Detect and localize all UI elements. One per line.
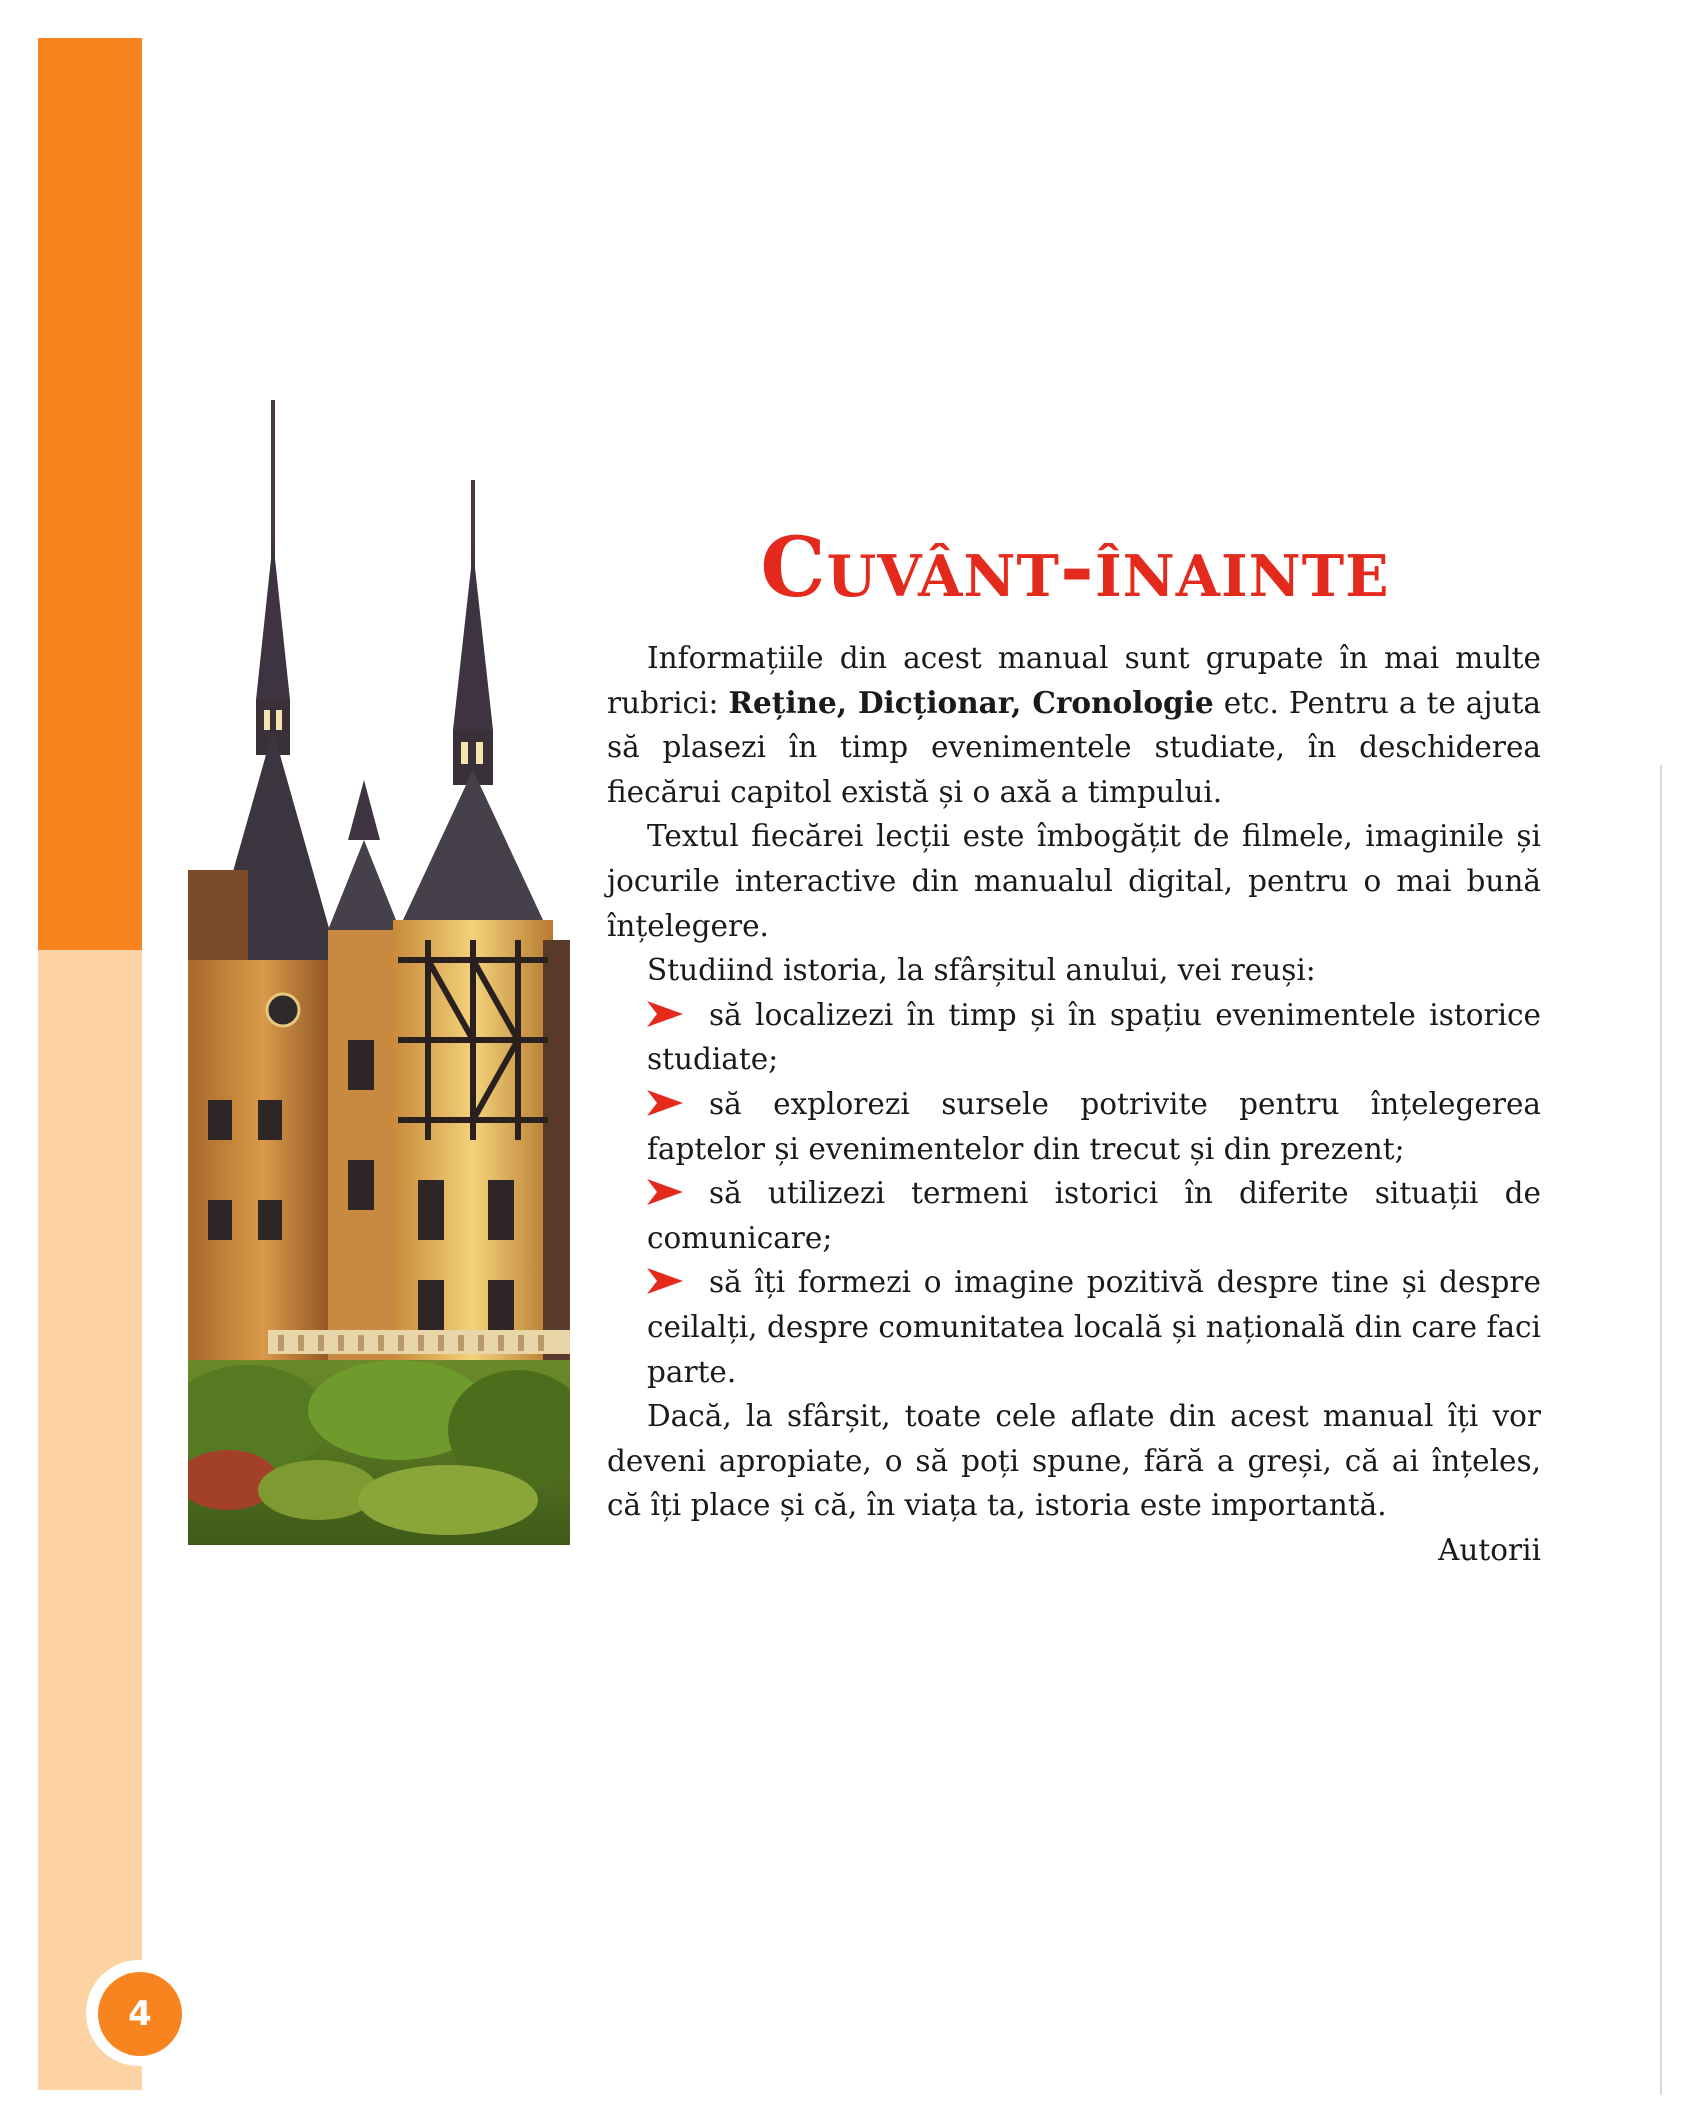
bullet-text: să îți formezi o imagine pozitivă despre tine și despre ceilalți, despre comunitatea locală și națională din care faci parte. bbox=[647, 1265, 1541, 1389]
red-arrow-icon bbox=[647, 1001, 683, 1027]
edge-rule bbox=[1660, 765, 1662, 2095]
body-text bbox=[607, 636, 1541, 1572]
intro-text-end: etc. Pentru a te ajuta să plasezi în timp evenimentele studiate, în deschiderea fiecărui capitol există și o axă a timpului. bbox=[607, 685, 1541, 809]
red-arrow-icon bbox=[647, 1268, 683, 1294]
list-item bbox=[607, 1260, 1541, 1394]
red-arrow-icon bbox=[647, 1179, 683, 1205]
bullet-text: să explorezi sursele potrivite pentru înțelegerea faptelor și evenimentelor din trecut și din prezent; bbox=[647, 1086, 1541, 1166]
intro-text-start: Informațiile din acest manual sunt grupate în mai multe rubrici: bbox=[607, 641, 1541, 720]
list-item bbox=[607, 1082, 1541, 1171]
red-arrow-icon bbox=[647, 1090, 683, 1116]
margin-bar-bottom bbox=[38, 950, 142, 2090]
goals-intro: Studiind istoria, la sfârșitul anului, vei reuși: bbox=[647, 953, 1316, 988]
intro-paragraph bbox=[607, 636, 1541, 814]
page-title: Cuvânt-înainte bbox=[760, 519, 1390, 616]
digital-paragraph: Textul fiecărei lecții este îmbogățit de filmele, imaginile și jocurile interactive din manualul digital, pentru o mai bună înțelegere. bbox=[607, 819, 1541, 943]
intro-bold-rubrics: Reține, Dicționar, Cronologie bbox=[728, 684, 1214, 720]
list-item bbox=[607, 993, 1541, 1082]
list-item bbox=[607, 1171, 1541, 1260]
page-number: 4 bbox=[98, 1972, 182, 2056]
signature: Autorii bbox=[1438, 1532, 1541, 1567]
bullet-text: să utilizezi termeni istorici în diferite situații de comunicare; bbox=[647, 1176, 1541, 1255]
bullet-text: să localizezi în timp și în spațiu evenimentele istorice studiate; bbox=[647, 997, 1541, 1077]
margin-bar-top bbox=[38, 38, 142, 950]
closing-paragraph: Dacă, la sfârșit, toate cele aflate din acest manual îți vor deveni apropiate, o să poți spune, fără a greși, că ai înțeles, că îți place și că, în viața ta, istoria este importantă. bbox=[607, 1399, 1541, 1523]
castle-illustration bbox=[188, 400, 570, 1545]
